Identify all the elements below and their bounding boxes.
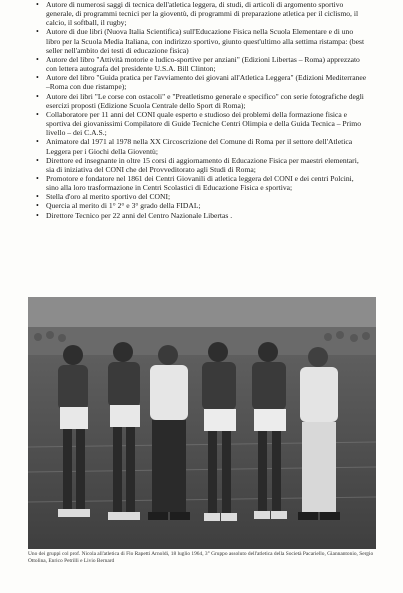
bullet-item: • Autore di numerosi saggi di tecnica dell'atletica leggera, di studi, di articoli di argomento sportivo generale, di programmi tecnici per la gioventù, di programmi di preparazione atletica per il ciclismo, il calcio, il softball, il rugby; — [36, 0, 368, 27]
bullet-item: • Promotore e fondatore nel 1861 dei Centri Giovanili di atletica leggera del CONI e dei centri Polcini, sino alla loro trasformazione in Centri Scolastici di Educazione Fisica e sportiva; — [36, 174, 368, 192]
bullet-item: • Autore di due libri (Nuova Italia Scientifica) sull'Educazione Fisica nella Scuola Elementare e di uno libro per la Scuola Media Italiana, con indirizzo sportivo, giunto quest'ultimo alla settima ristampa: (best seller nell'ambito dei testi di educazione fisica) — [36, 27, 368, 54]
bullet-item: • Autore dei libri "Le corse con ostacoli" e "Preatletismo generale e specifico" con serie fotografiche degli esercizi proposti (Edizione Scuola Centrale dello Sport di Roma); — [36, 92, 368, 110]
photo-caption: Uno dei gruppi col prof. Nicola all'atletica di Flo Rapetti Arnoldi, 18 luglio 1964, 3° Gruppo assoluto dell'atletica della Società Pacariello, Giannantonio, Sergio Ottolina, Enrico Petrilli e Livio Bernard — [28, 551, 374, 564]
bullet-list — [36, 0, 368, 220]
bullet-item: • Direttore ed insegnante in oltre 15 corsi di aggiornamento di Educazione Fisica per maestri elementari, sia di iniziativa del CONI che del Provveditorato agli Studi di Roma; — [36, 156, 368, 174]
bullet-item: • Autore del libro "Attività motorie e ludico-sportive per anziani" (Edizioni Libertas – Roma) apprezzato con lettera autografa del presidente U.S.A. Bill Clinton; — [36, 55, 368, 73]
group-photo — [28, 297, 376, 549]
bullet-item: • Stella d'oro al merito sportivo del CONI; — [36, 192, 368, 201]
bullet-item: • Animatore dal 1971 al 1978 nella XX Circoscrizione del Comune di Roma per il settore dell'Atletica Leggera per i Giochi della Gioventù; — [36, 137, 368, 155]
bullet-item: • Direttore Tecnico per 22 anni del Centro Nazionale Libertas . — [36, 211, 368, 220]
bullet-item: • Quercia al merito di 1° 2° e 3° grado della FIDAL; — [36, 201, 368, 210]
bullet-item: • Collaboratore per 11 anni del CONI quale esperto e studioso dei problemi della formazione fisica e sportiva dei giovanissimi Compilatore di Guide Tecniche Centri Olimpia e della Guida Tecnica – Primo livello – dei C.A.S.; — [36, 110, 368, 137]
bullet-item: • Autore del libro "Guida pratica per l'avviamento dei giovani all'Atletica Leggera" (Edizioni Mediterranee –Roma con due ristampe); — [36, 73, 368, 91]
